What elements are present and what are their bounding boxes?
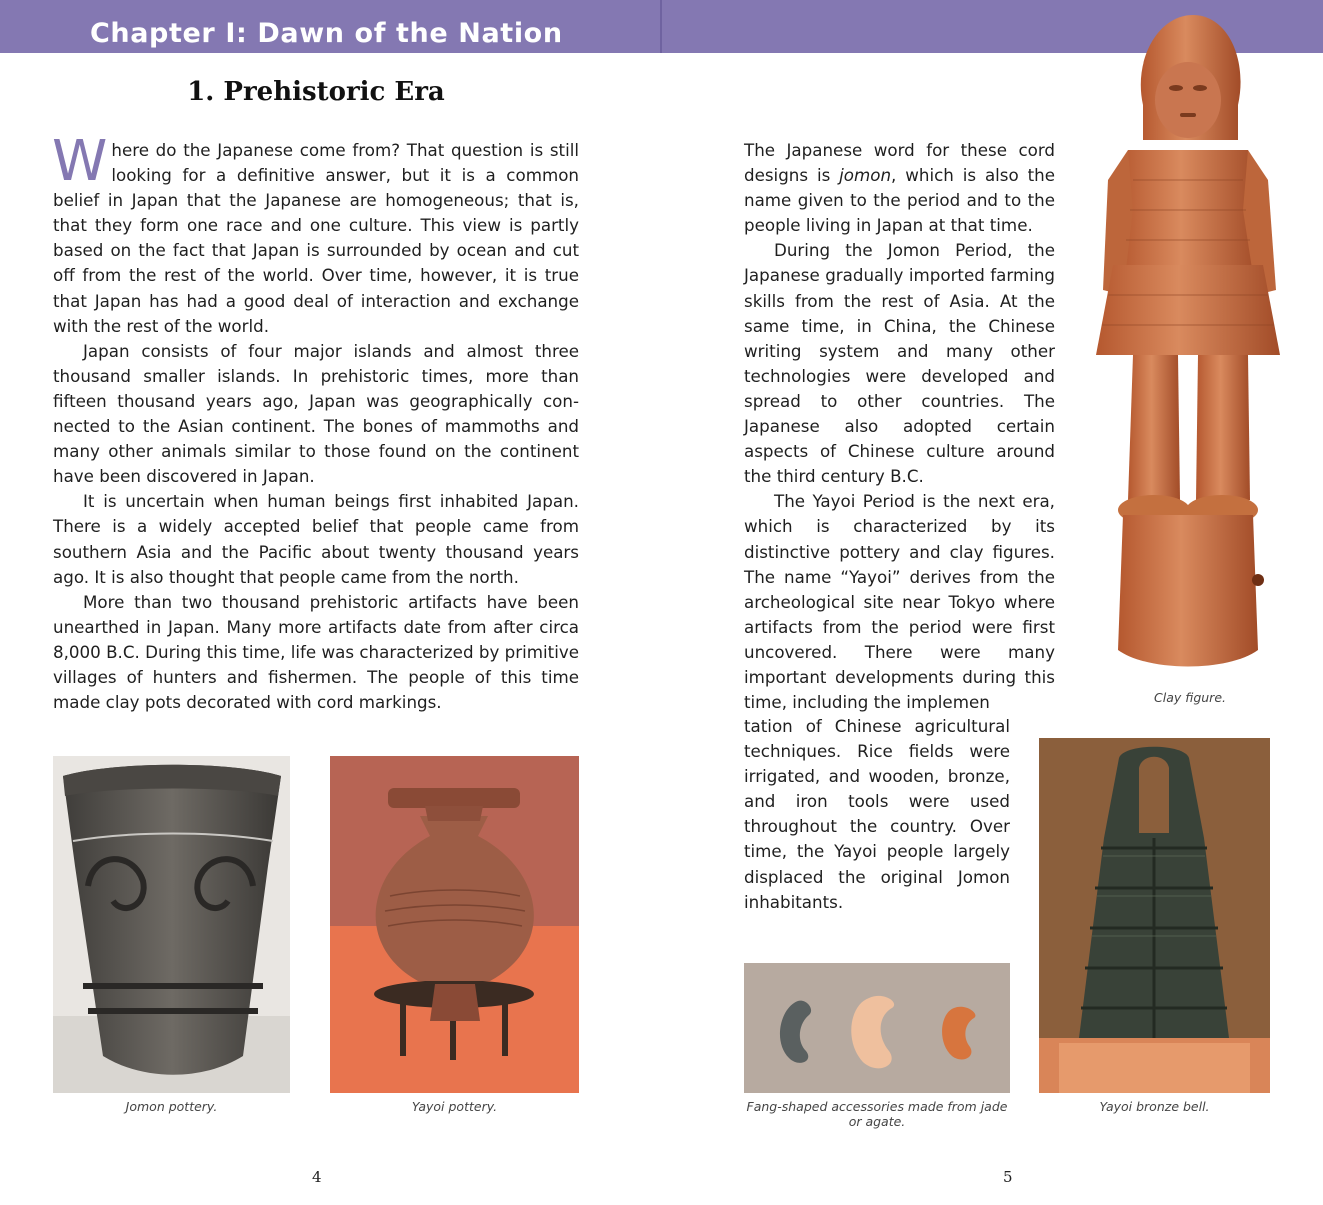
drop-cap: W xyxy=(52,129,108,194)
jomon-pottery-caption: Jomon pottery. xyxy=(125,1099,218,1114)
section-title: 1. Prehistoric Era xyxy=(187,77,445,107)
right-text-column xyxy=(744,138,1055,715)
paragraph-5: The Japanese word for these cord designs is jomon, which is also the name given to the period and to the people living in Japan at that time. xyxy=(744,140,1055,236)
clay-figure-caption: Clay figure. xyxy=(1154,690,1226,705)
left-text-column xyxy=(52,129,579,715)
bronze-bell-caption: Yayoi bronze bell. xyxy=(1099,1099,1210,1114)
bronze-bell-image xyxy=(1039,738,1270,1093)
banner-divider xyxy=(660,0,662,53)
right-text-continuation xyxy=(744,714,1010,915)
page-number-right: 5 xyxy=(1003,1168,1013,1186)
jomon-pottery-image xyxy=(53,756,290,1093)
jomon-term: jomon xyxy=(839,165,892,186)
fang-accessories-image xyxy=(744,963,1010,1093)
fang-accessories-caption: Fang-shaped accessories made from jade or agate. xyxy=(746,1099,1008,1129)
paragraph-7: The Yayoi Period is the next era, which is characterized by its distinctive pottery and clay figures. The name “Yayoi” derives from the archeological site near Tokyo where artifacts from the period were first uncovered. There were many important developments during this time, including the implemen xyxy=(744,491,1055,713)
clay-figure-image xyxy=(1088,10,1288,675)
yayoi-pottery-image xyxy=(330,756,579,1093)
page-number-left: 4 xyxy=(312,1168,322,1186)
paragraph-2: Japan consists of four major islands and almost three thousand smaller islands. In prehistoric times, more than fifteen thousand years ago, Japan was geographically connected to the Asian continent. The bones of mammoths and many other animals similar to those found on the continent have been discovered in Japan. xyxy=(53,340,579,487)
paragraph-3: It is uncertain when human beings first inhabited Japan. There is a widely accepted belief that people came from southern Asia and the Pacific about twenty thousand years ago. It is also thought that people came from the north. xyxy=(53,491,579,587)
paragraph-6: During the Jomon Period, the Japanese gradually imported farming skills from the rest of Asia. At the same time, in China, the Chinese writing system and many other technologies were developed and spread to other countries. The Japanese also adopted certain aspects of Chinese culture around the third century B.C. xyxy=(744,240,1055,487)
yayoi-pottery-caption: Yayoi pottery. xyxy=(411,1099,498,1114)
paragraph-4: More than two thousand prehistoric artifacts have been unearthed in Japan. Many more artifacts date from after circa 8,000 B.C. During this time, life was characterized by primitive villages of hunters and fishermen. The people of this time made clay pots decorated with cord markings. xyxy=(53,591,579,713)
paragraph-1: Where do the Japanese come from? That question is still looking for a definitive answer, but it is a common belief in Japan that the Japanese are homogeneous; that is, that they form one race and one culture. This view is partly based on the fact that Japan is surrounded by ocean and cut off from the rest of the world. Over time, however, it is true that Japan has had a good deal of interaction and exchange with the rest of the world. xyxy=(52,129,579,336)
paragraph-7-continued: tation of Chinese agricultural techniques. Rice fields were irrigated, and wooden, bronze, and iron tools were used throughout the country. Over time, the Yayoi people largely displaced the original Jomon inhabitants. xyxy=(744,716,1010,912)
chapter-title: Chapter I: Dawn of the Nation xyxy=(90,18,563,49)
